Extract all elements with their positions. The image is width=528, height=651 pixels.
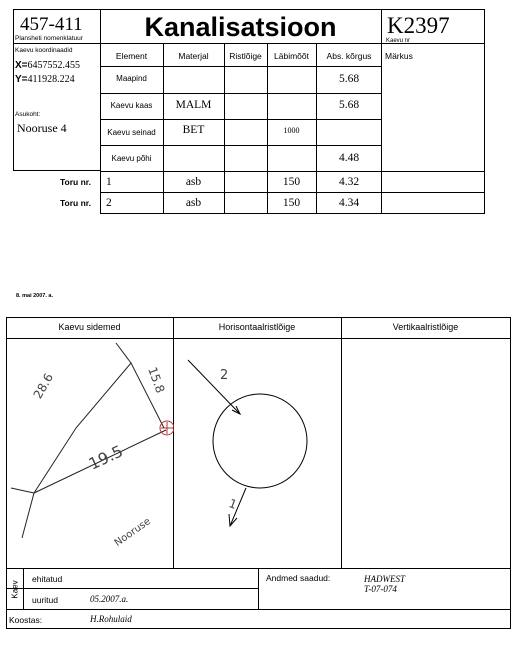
street-name-nooruse: Nooruse (112, 516, 153, 549)
y-coordinate (15, 74, 75, 85)
compiled-by-label: Koostas: (9, 615, 43, 625)
pipe-number: 1 (106, 176, 112, 188)
col-material-header: Materjal (178, 51, 209, 61)
row-height-value: 5.68 (338, 99, 360, 111)
sheet-code: 457-411 (20, 14, 83, 35)
col-vertical-header: Vertikaalristlõige (392, 322, 459, 332)
col-cross-header: Ristlõige (229, 51, 262, 61)
data-source-code: T-07-074 (364, 584, 397, 594)
horizontal-section-drawing (174, 338, 341, 568)
pipe-material: asb (185, 176, 202, 188)
pipe-diameter: 150 (282, 197, 301, 209)
row-element-label: Kaevu seinad (107, 128, 156, 137)
row-height-value: 4.48 (338, 152, 360, 164)
pipe-in-number: 2 (220, 368, 229, 383)
well-number-caption: Kaevu nr (386, 38, 411, 44)
pipe-height: 4.32 (338, 176, 360, 188)
pipe-material: asb (185, 197, 202, 209)
col-element-header: Element (115, 51, 148, 61)
pipe-out-number: 1 (226, 496, 239, 512)
pipe-label: Toru nr. (60, 177, 92, 187)
examined-value: 05.2007.a. (90, 594, 129, 604)
y-label: Y= (15, 74, 28, 85)
measure-28-6: 28.6 (30, 370, 57, 402)
col-links-header: Kaevu sidemed (58, 322, 121, 332)
pipe-height: 4.34 (338, 197, 360, 209)
pipe-number: 2 (106, 197, 112, 209)
col-height-header: Abs. kõrgus (326, 51, 372, 61)
row-diameter-value: 1000 (283, 126, 300, 135)
row-height-value: 5.68 (338, 73, 360, 85)
location-value: Nooruse 4 (17, 121, 67, 135)
date-note: 8. mai 2007. a. (16, 293, 53, 299)
examined-label: uuritud (32, 595, 58, 605)
measure-15-8: 15.8 (145, 365, 168, 395)
built-label: ehitatud (32, 574, 63, 584)
x-coordinate (15, 60, 80, 71)
x-value: 6457552.455 (27, 60, 81, 71)
location-caption: Asukoht: (15, 111, 41, 118)
row-element-label: Kaevu kaas (110, 101, 153, 110)
pipe-label: Toru nr. (60, 198, 92, 208)
y-value: 411928.224 (27, 74, 75, 85)
well-side-label: Kaev (10, 580, 20, 599)
row-material-value: MALM (175, 99, 212, 111)
remarks-header: Märkus (385, 51, 413, 61)
compiled-by-value: H.Rohulaid (90, 614, 132, 624)
x-label: X= (15, 60, 28, 71)
data-source-company: HADWEST (364, 574, 405, 584)
coordinates-caption: Kaevu koordinaadid (15, 47, 73, 54)
row-element-label: Kaevu põhi (111, 154, 152, 163)
data-source-label: Andmed saadud: (266, 573, 331, 583)
pipe-diameter: 150 (282, 176, 301, 188)
document-title: Kanalisatsioon (144, 12, 337, 42)
col-diameter-header: Läbimõõt (274, 51, 309, 61)
well-number: K2397 (387, 13, 450, 38)
measure-19-5: 19.5 (85, 441, 126, 474)
sheet-caption: Plansheti nomenklatuur (15, 35, 83, 42)
row-material-value: BET (182, 124, 205, 136)
col-horizontal-header: Horisontaalristlõige (218, 322, 296, 332)
row-element-label: Maapind (116, 74, 147, 83)
